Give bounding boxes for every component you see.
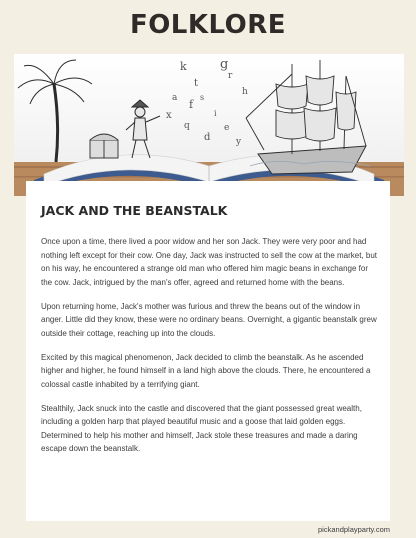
svg-text:x: x bbox=[166, 110, 172, 121]
story-paragraph: Excited by this magical phenomenon, Jack decided to climb the beanstalk. As he ascended higher and higher, he found himself in a land high above the clouds. There, he encountered a colossal castle inhabited by a terrifying giant. bbox=[41, 352, 371, 389]
svg-text:i: i bbox=[214, 109, 217, 118]
treasure-chest-illustration bbox=[90, 134, 118, 158]
story-paragraph: Upon returning home, Jack's mother was furious and threw the beans out of the window in anger. Little did they know, these were no ordinary beans. Overnight, a gigantic beanstalk grew outside their cottage, reaching up into the clouds. bbox=[41, 301, 377, 338]
open-book-illustration bbox=[14, 54, 404, 196]
storybook-banner-image bbox=[14, 54, 404, 196]
svg-text:t: t bbox=[194, 78, 199, 89]
svg-text:q: q bbox=[184, 121, 190, 131]
svg-text:a: a bbox=[172, 93, 178, 103]
svg-text:s: s bbox=[200, 93, 205, 102]
svg-text:g: g bbox=[220, 57, 229, 72]
page-title: FOLKLORE bbox=[129, 10, 287, 40]
svg-text:h: h bbox=[242, 87, 248, 97]
story-body bbox=[41, 235, 379, 466]
svg-text:f: f bbox=[189, 98, 194, 111]
svg-text:d: d bbox=[204, 132, 211, 143]
story-paragraph: Stealthily, Jack snuck into the castle and discovered that the giant possessed great wealth, including a golden harp that played beautiful music and a goose that laid golden eggs. Determined to help his mother and himself, Jack stole these treasures and made a daring escape down the beanstalk. bbox=[41, 403, 362, 453]
svg-text:r: r bbox=[228, 71, 233, 81]
story-paragraph: Once upon a time, there lived a poor widow and her son Jack. They were very poor and had nothing left except for their cow. One day, Jack was instructed to sell the cow at the market, but on his way, he encountered a strange old man who offered him magic beans in exchange for the cow. Jack, intrigued by the man's offer, agreed and returned home with the beans. bbox=[41, 237, 378, 287]
story-card bbox=[26, 181, 390, 521]
svg-text:e: e bbox=[224, 123, 230, 133]
story-title: JACK AND THE BEANSTALK bbox=[41, 203, 228, 218]
svg-text:k: k bbox=[180, 60, 187, 73]
footer-website-link[interactable]: pickandplayparty.com bbox=[318, 525, 390, 534]
svg-text:y: y bbox=[236, 137, 242, 147]
